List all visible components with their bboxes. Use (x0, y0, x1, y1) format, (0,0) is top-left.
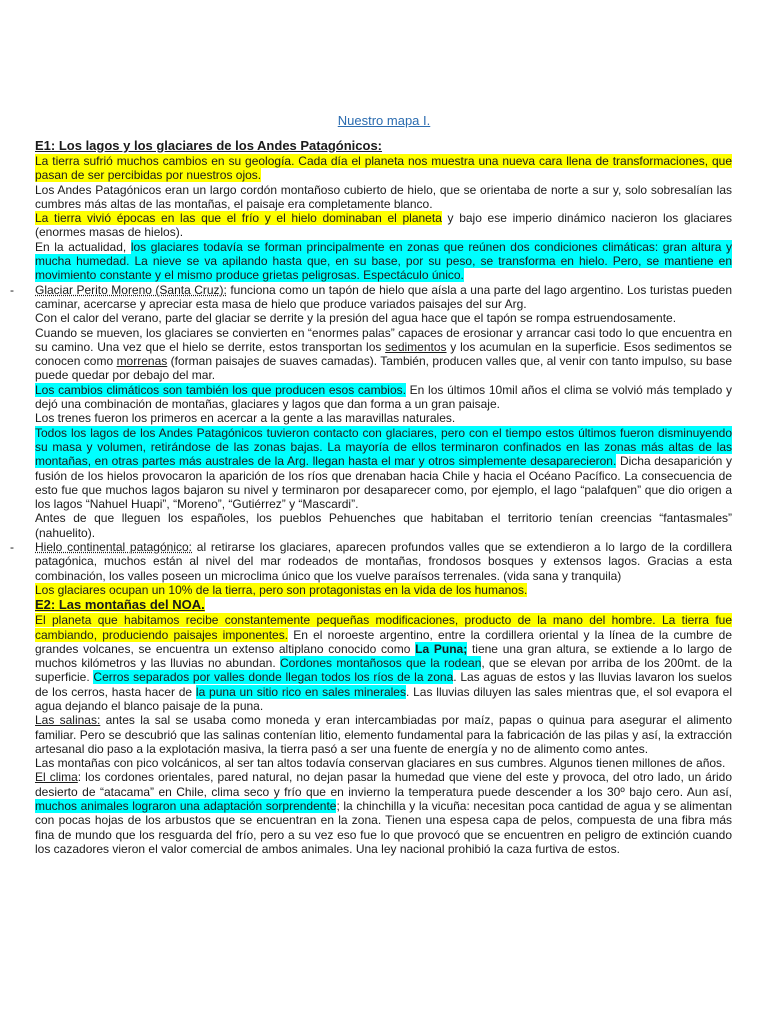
bullet-marker: - (10, 540, 14, 555)
paragraph: Los cambios climáticos son también los que producen esos cambios. En los últimos 10mil años el clima se volvió más templado y dejó una combinación de montañas, glaciares y lagos que dan forma a un gran paisaje. (35, 382, 732, 412)
paragraph: Los Andes Patagónicos eran un largo cordón montañoso cubierto de hielo, que se orientaba de norte a sur y, solo sobresalían las cumbres más altas de las montañas, el paisaje era completamente blanco. (35, 182, 732, 211)
bullet-label: Glaciar Perito Moreno (Santa Cruz): (35, 282, 227, 297)
paragraph: Con el calor del verano, parte del glaciar se derrite y la presión del agua hace que el tapón se rompa estruendosamente. (35, 311, 677, 326)
document-body (10, 138, 733, 856)
page-title[interactable]: Nuestro mapa I. (337, 113, 431, 128)
paragraph: La tierra vivió épocas en las que el frío y el hielo dominaban el planeta y bajo ese imperio dinámico nacieron los glaciares (enormes masas de hielos). (35, 211, 732, 240)
paragraph: Los trenes fueron los primeros en acercar a la gente a las maravillas naturales. (35, 411, 456, 426)
paragraph: Todos los lagos de los Andes Patagónicos tuvieron contacto con glaciares, pero con el tiempo estos últimos fueron disminuyendo su masa y volumen, retirándose de las zonas bajas. La mayoría de ellos terminaron confinados en las zonas más altas de las montañas, en otras partes más australes de la Arg. llegan hasta el mar y otros simplemente desaparecieron. Dicha desaparición y fusión de los hielos provocaron la aparición de los ríos que drenaban hacia Chile y hacia el Océano Pacífico. La consecuencia de esto fue que muchos lagos bajaron su nivel y terminaron por desaparecer como, por ejemplo, el lago “palafquen” que dio origen a los lagos “Nahuel Huapi”, “Moreno”, “Gutiérrez” y “Mascardi”. (35, 425, 732, 512)
paragraph: Antes de que lleguen los españoles, los pueblos Pehuenches que habitaban el territorio tenían creencias “fantasmales” (nahuelito). (35, 511, 732, 540)
section-heading-e2: E2: Las montañas del NOA. (35, 597, 205, 613)
paragraph: Las montañas con pico volcánicos, al ser tan altos todavía conservan glaciares en sus cumbres. Algunos tienen millones de años. (35, 756, 726, 771)
bullet-item: - Glaciar Perito Moreno (Santa Cruz): funciona como un tapón de hielo que aísla a una parte del lago argentino. Los turistas pueden caminar, acercarse y apreciar esta masa de hielo que produce variados paisajes del sur Arg. (10, 282, 732, 311)
bullet-marker: - (10, 282, 14, 297)
bullet-label: Hielo continental patagónico: (35, 540, 192, 555)
paragraph: La tierra sufrió muchos cambios en su geología. Cada día el planeta nos muestra una nueva cara llena de transformaciones, que pasan de ser percibidas por nuestros ojos. (35, 154, 732, 183)
paragraph: En la actualidad, los glaciares todavía se forman principalmente en zonas que reúnen dos condiciones climáticas: gran altura y mucha humedad. La nieve se va apilando hasta que, en su base, por su peso, se transforma en hielo. Pero, se mantiene en movimiento constante y el mismo produce grietas peligrosas. Espectáculo único. (35, 239, 733, 283)
paragraph: Cuando se mueven, los glaciares se convierten en “enormes palas” capaces de erosionar y arrancar casi todo lo que encuentra en su camino. Una vez que el hielo se derrite, estos transportan los sedimentos y los acumulan en la superficie. Esos sedimentos se conocen como morrenas (forman paisajes de suaves camadas). También, producen valles que, al venir con tanto impulso, su base puede quedar por debajo del mar. (35, 325, 733, 383)
section-heading-e1: E1: Los lagos y los glaciares de los Andes Patagónicos: (35, 138, 383, 153)
paragraph: Los glaciares ocupan un 10% de la tierra, pero son protagonistas en la vida de los humanos. (35, 582, 528, 597)
paragraph: Las salinas: antes la sal se usaba como moneda y eran intercambiadas por maíz, papas o quinua para asegurar el alimento familiar. Pero se descubrió que las salinas contenían litio, elemento fundamental para la fabricación de las pilas y así, la extracción artesanal dio paso a la explotación masiva, la tierra pasó a ser una fuente de energía y no de alimento como antes. (35, 713, 733, 756)
bullet-item: - Hielo continental patagónico: al retirarse los glaciares, aparecen profundos valles que se extendieron a lo largo de la cordillera patagónica, muchos están al nivel del mar rodeados de montañas, frondosos bosques y extensos lagos. Gracias a esta combinación, los valles poseen un microclima único que los vuelve paraísos terrenales. (vida sana y tranquila) (10, 540, 733, 583)
paragraph: El planeta que habitamos recibe constantemente pequeñas modificaciones, producto de la mano del hombre. La tierra fue cambiando, produciendo paisajes imponentes. En el noroeste argentino, entre la cordillera oriental y la línea de la cumbre de grandes volcanes, se encuentra un extenso altiplano conocido como La Puna; tiene una gran altura, se extiende a lo largo de muchos kilómetros y las lluvias no abundan. Cordones montañosos que la rodean, que se elevan por arriba de los 200mt. de la superficie. Cerros separados por valles donde llegan todos los ríos de la zona. Las aguas de estos y las lluvias lavaron los suelos de los cerros, hasta hacer de la puna un sitio rico en sales minerales. Las lluvias diluyen las sales mientras que, el sol evapora el agua dejando el blanco paisaje de la puna. (35, 613, 733, 713)
paragraph: El clima: los cordones orientales, pared natural, no dejan pasar la humedad que viene del este y provoca, del otro lado, un árido desierto de “atacama” en Chile, clima seco y frío que en invierno la temperatura puede descender a los 30º bajo cero. Aun así, muchos animales lograron una adaptación sorprendente; la chinchilla y la vicuña: necesitan poca cantidad de agua y se alimentan con pocas hojas de los arbustos que se encuentran en la zona. Tienen una espesa capa de pelos, compuesta de una fibra más fina de mundo que los resguarda del frío, pero a su vez eso fue lo que provocó que se encuentren en peligro de extinción cuando los cazadores vieron el valor comercial de ambos animales. Una ley nacional prohibió la caza furtiva de estos. (35, 770, 732, 856)
